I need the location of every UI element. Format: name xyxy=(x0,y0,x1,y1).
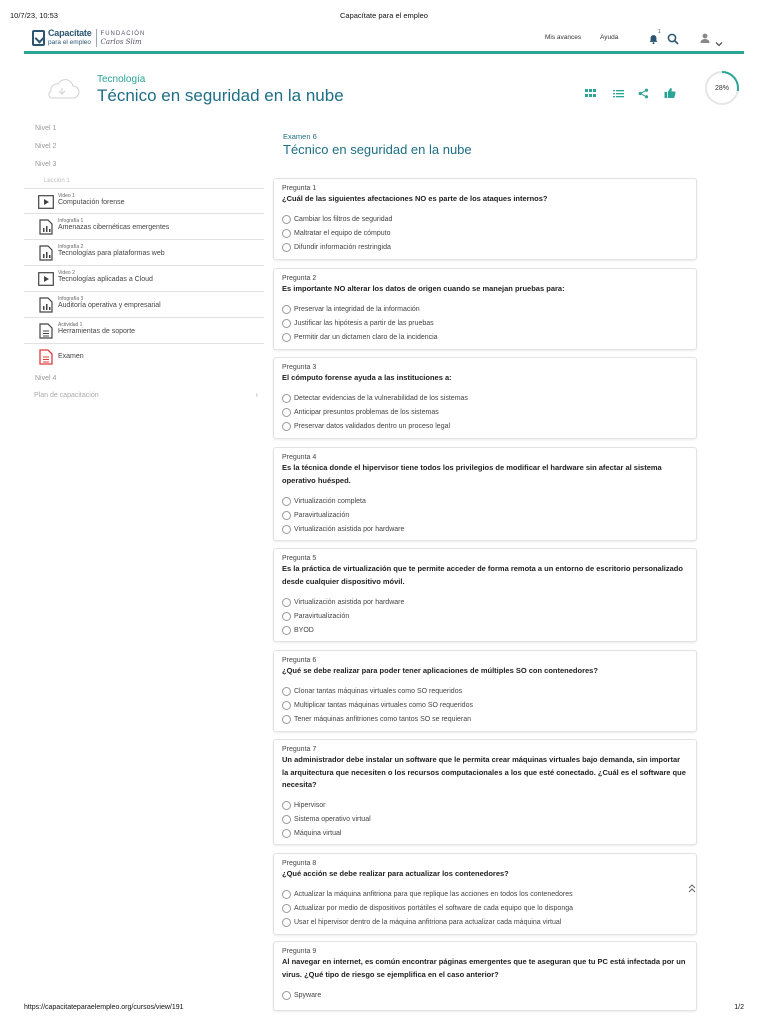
question-text: Es la práctica de virtualización que te permite acceder de forma remota a un entorno de escritorio personalizado desde cualquier dispositivo móvil. xyxy=(282,564,683,586)
scroll-to-top-icon[interactable] xyxy=(688,884,696,895)
radio-button[interactable] xyxy=(282,801,291,810)
question-text: Un administrador debe instalar un software que le permita crear máquinas virtuales bajo demanda, sin importar la arquitectura que necesiten o los recursos computacionales a los que esté conectado. ¿Cuál es el software que necesita? xyxy=(282,755,686,789)
foundation-label: FUNDACIÓN xyxy=(100,31,146,37)
answer-option-label: Cambiar los filtros de seguridad xyxy=(294,216,393,223)
user-avatar-icon[interactable] xyxy=(699,31,711,49)
sidebar-item-label: Tecnologías aplicadas a Cloud xyxy=(58,276,153,283)
sidebar-item-label: Auditoría operativa y empresarial xyxy=(58,302,161,309)
activity-icon xyxy=(38,323,54,339)
list-view-icon[interactable] xyxy=(613,86,625,98)
radio-button[interactable] xyxy=(282,243,291,252)
video-icon xyxy=(38,194,54,210)
answer-option[interactable] xyxy=(282,813,688,827)
answer-option[interactable] xyxy=(282,331,688,345)
sidebar-item-infografia-3[interactable] xyxy=(24,292,264,318)
answer-option[interactable] xyxy=(282,241,688,255)
answer-option[interactable] xyxy=(282,317,688,331)
question-number: Pregunta 5 xyxy=(282,555,317,562)
answer-option[interactable] xyxy=(282,303,688,317)
sidebar-level-1[interactable]: Nivel 1 xyxy=(35,125,57,132)
radio-button[interactable] xyxy=(282,904,291,913)
sidebar-item-label: Computación forense xyxy=(58,199,125,206)
course-category: Tecnología xyxy=(97,74,146,85)
answer-option[interactable] xyxy=(282,508,688,522)
radio-button[interactable] xyxy=(282,701,291,710)
answer-option-label: Actualizar la máquina anfitriona para que replique las acciones en todos los contenedores xyxy=(294,891,573,898)
answer-option[interactable] xyxy=(282,902,688,916)
answer-option[interactable] xyxy=(282,595,688,609)
exam-label: Examen 6 xyxy=(283,132,317,141)
sidebar-training-plan[interactable] xyxy=(24,388,264,404)
question-card xyxy=(273,447,697,541)
radio-button[interactable] xyxy=(282,215,291,224)
question-card xyxy=(273,739,697,845)
radio-button[interactable] xyxy=(282,815,291,824)
answer-option-label: Detectar evidencias de la vulnerabilidad de los sistemas xyxy=(294,395,468,402)
chevron-right-icon: › xyxy=(255,392,258,399)
chevron-down-icon[interactable] xyxy=(715,34,723,52)
answer-option-label: Usar el hipervisor dentro de la máquina anfitriona para actualizar cada máquina virtual xyxy=(294,919,562,926)
video-icon xyxy=(38,271,54,287)
answer-option[interactable] xyxy=(282,713,688,727)
site-logo[interactable] xyxy=(32,28,145,48)
sidebar-item-infografia-1[interactable] xyxy=(24,214,264,240)
answer-option-label: Spyware xyxy=(294,991,322,999)
radio-button[interactable] xyxy=(282,229,291,238)
answer-option[interactable] xyxy=(282,227,688,241)
answer-options xyxy=(282,685,688,727)
answer-option-label: BYOD xyxy=(294,626,314,634)
answer-option-label: Virtualización asistida por hardware xyxy=(294,525,405,533)
radio-button[interactable] xyxy=(282,511,291,520)
course-header xyxy=(24,66,744,118)
radio-button[interactable] xyxy=(282,612,291,621)
answer-option-label: Permitir dar un dictamen claro de la incidencia xyxy=(294,334,438,341)
sidebar-exam-label: Examen xyxy=(58,353,84,360)
answer-option[interactable] xyxy=(282,609,688,623)
sidebar-item-video-2[interactable] xyxy=(24,266,264,292)
question-number: Pregunta 4 xyxy=(282,454,317,461)
answer-option[interactable] xyxy=(282,685,688,699)
print-footer xyxy=(0,1000,768,1024)
answer-option[interactable] xyxy=(282,623,688,637)
nav-my-progress-link[interactable]: Mis avances xyxy=(545,34,582,41)
infographic-icon xyxy=(38,219,54,235)
sidebar-item-type: Infografía 3 xyxy=(58,296,84,302)
sidebar-item-type: Video 1 xyxy=(58,193,75,199)
answer-options xyxy=(282,213,688,255)
radio-button[interactable] xyxy=(282,829,291,838)
sidebar-item-label: Herramientas de soporte xyxy=(58,328,136,335)
logo-divider xyxy=(96,29,97,47)
logo-main-text: Capacítate xyxy=(48,28,92,38)
search-icon[interactable] xyxy=(667,32,679,50)
question-text: El cómputo forense ayuda a las instituciones a: xyxy=(282,373,452,382)
top-navbar xyxy=(24,24,744,54)
question-text: Es la técnica donde el hipervisor tiene todos los privilegios de modificar el hardware sin afectar al sistema operativo huésped. xyxy=(282,463,662,485)
radio-button[interactable] xyxy=(282,497,291,506)
answer-options xyxy=(282,303,688,345)
answer-option[interactable] xyxy=(282,494,688,508)
answer-option-label: Difundir información restringida xyxy=(294,244,391,251)
answer-option-label: Máquina virtual xyxy=(294,830,342,837)
radio-button[interactable] xyxy=(282,394,291,403)
answer-option-label: Preservar la integridad de la información xyxy=(294,306,420,313)
answer-option-label: Virtualización completa xyxy=(294,497,366,505)
radio-button[interactable] xyxy=(282,408,291,417)
answer-options xyxy=(282,799,688,841)
exam-content xyxy=(273,132,703,157)
sidebar-level-4[interactable]: Nivel 4 xyxy=(35,375,57,382)
answer-option-label: Virtualización asistida por hardware xyxy=(294,598,405,606)
answer-option-label: Paravirtualización xyxy=(294,511,350,519)
answer-option-label: Paravirtualización xyxy=(294,612,350,620)
infographic-icon xyxy=(38,297,54,313)
notification-count-badge: 1 xyxy=(658,29,661,35)
sidebar-level-3[interactable]: Nivel 3 xyxy=(35,161,57,168)
answer-option-label: Tener máquinas anfitriones como tantos SO se requieran xyxy=(294,716,472,723)
radio-button[interactable] xyxy=(282,687,291,696)
answer-option[interactable] xyxy=(282,213,688,227)
sidebar-item-type: Actividad 1 xyxy=(58,322,83,328)
answer-option-label: Hipervisor xyxy=(294,802,326,809)
infographic-icon xyxy=(38,245,54,261)
answer-option-label: Multiplicar tantas máquinas virtuales como SO requeridos xyxy=(294,702,473,709)
exam-title: Técnico en seguridad en la nube xyxy=(283,142,472,157)
answer-option[interactable] xyxy=(282,888,688,902)
answer-option[interactable] xyxy=(282,827,688,841)
print-url: https://capacitateparaelempleo.org/cursos/view/191 xyxy=(24,1004,184,1011)
radio-button[interactable] xyxy=(282,598,291,607)
logo-mark-icon xyxy=(32,30,45,46)
sidebar-lesson-label[interactable]: Lección 1 xyxy=(44,178,70,184)
print-date: 10/7/23, 10:53 xyxy=(10,11,58,20)
nav-help-link[interactable]: Ayuda xyxy=(600,34,619,41)
logo-sub-text: para el empleo xyxy=(48,39,91,46)
sidebar-item-label: Amenazas cibernéticas emergentes xyxy=(58,224,170,231)
radio-button[interactable] xyxy=(282,333,291,342)
question-card xyxy=(273,853,697,935)
radio-button[interactable] xyxy=(282,890,291,899)
question-card xyxy=(273,650,697,732)
cloud-icon xyxy=(42,78,82,102)
question-number: Pregunta 8 xyxy=(282,860,317,867)
radio-button[interactable] xyxy=(282,626,291,635)
radio-button[interactable] xyxy=(282,991,291,1000)
radio-button[interactable] xyxy=(282,319,291,328)
question-card xyxy=(273,548,697,642)
sidebar-item-infografia-2[interactable] xyxy=(24,240,264,266)
sidebar-item-type: Video 2 xyxy=(58,270,75,276)
sidebar-item-type: Infografía 1 xyxy=(58,218,84,224)
answer-option-label: Clonar tantas máquinas virtuales como SO requeridos xyxy=(294,688,463,695)
question-text: ¿Qué se debe realizar para poder tener aplicaciones de múltiples SO con contenedores? xyxy=(282,666,598,675)
sidebar-item-type: Infografía 2 xyxy=(58,244,84,250)
question-card xyxy=(273,178,697,260)
answer-option-label: Maltratar el equipo de cómputo xyxy=(294,230,391,237)
answer-option-label: Preservar datos validados dentro un proceso legal xyxy=(294,423,451,430)
answer-option[interactable] xyxy=(282,420,688,434)
grid-view-icon[interactable] xyxy=(585,86,597,98)
question-number: Pregunta 1 xyxy=(282,185,317,192)
course-sidebar xyxy=(24,120,264,404)
question-number: Pregunta 7 xyxy=(282,746,317,753)
question-number: Pregunta 6 xyxy=(282,657,317,664)
training-plan-label: Plan de capacitación xyxy=(34,392,99,399)
answer-option[interactable] xyxy=(282,522,688,536)
radio-button[interactable] xyxy=(282,918,291,927)
radio-button[interactable] xyxy=(282,422,291,431)
print-page-title: Capacítate para el empleo xyxy=(340,11,428,20)
sidebar-item-label: Tecnologías para plataformas web xyxy=(58,250,165,257)
question-text: Al navegar en internet, es común encontrar páginas emergentes que te aseguran que tu PC está infectada por un virus. ¿Qué tipo de riesgo se ejemplifica en el caso anterior? xyxy=(282,957,686,979)
answer-options xyxy=(282,595,688,637)
question-card xyxy=(273,357,697,439)
course-title: Técnico en seguridad en la nube xyxy=(97,86,344,105)
answer-option[interactable] xyxy=(282,406,688,420)
question-text: ¿Cuál de las siguientes afectaciones NO es parte de los ataques internos? xyxy=(282,194,548,203)
sidebar-item-video-1[interactable] xyxy=(24,188,264,214)
sidebar-item-exam[interactable] xyxy=(24,344,264,370)
like-thumbs-up-icon[interactable] xyxy=(664,86,676,98)
foundation-name: Carlos Slim xyxy=(100,38,142,46)
radio-button[interactable] xyxy=(282,525,291,534)
radio-button[interactable] xyxy=(282,715,291,724)
question-number: Pregunta 2 xyxy=(282,275,317,282)
answer-options xyxy=(282,494,688,536)
answer-options xyxy=(282,392,688,434)
answer-option[interactable] xyxy=(282,699,688,713)
answer-option[interactable] xyxy=(282,392,688,406)
radio-button[interactable] xyxy=(282,305,291,314)
answer-option-label: Justificar las hipótesis a partir de las pruebas xyxy=(294,320,434,327)
answer-options xyxy=(282,888,688,930)
answer-option-label: Anticipar presuntos problemas de los sistemas xyxy=(294,409,439,416)
answer-option-label: Sistema operativo virtual xyxy=(294,816,371,823)
question-number: Pregunta 9 xyxy=(282,948,317,955)
question-text: Es importante NO alterar los datos de origen cuando se manejan pruebas para: xyxy=(282,284,565,293)
sidebar-level-2[interactable]: Nivel 2 xyxy=(35,143,57,150)
print-header xyxy=(0,0,768,24)
print-page-number: 1/2 xyxy=(734,1004,744,1011)
question-text: ¿Qué acción se debe realizar para actualizar los contenedores? xyxy=(282,869,509,878)
sidebar-item-actividad-1[interactable] xyxy=(24,318,264,344)
question-number: Pregunta 3 xyxy=(282,364,317,371)
question-card xyxy=(273,268,697,350)
exam-icon xyxy=(38,349,54,365)
answer-option-label: Actualizar por medio de dispositivos portátiles el software de cada equipo que lo disponga xyxy=(294,905,574,912)
share-icon[interactable] xyxy=(638,86,650,98)
course-progress-label: 28% xyxy=(714,84,729,92)
answer-option[interactable] xyxy=(282,799,688,813)
answer-option[interactable] xyxy=(282,916,688,930)
